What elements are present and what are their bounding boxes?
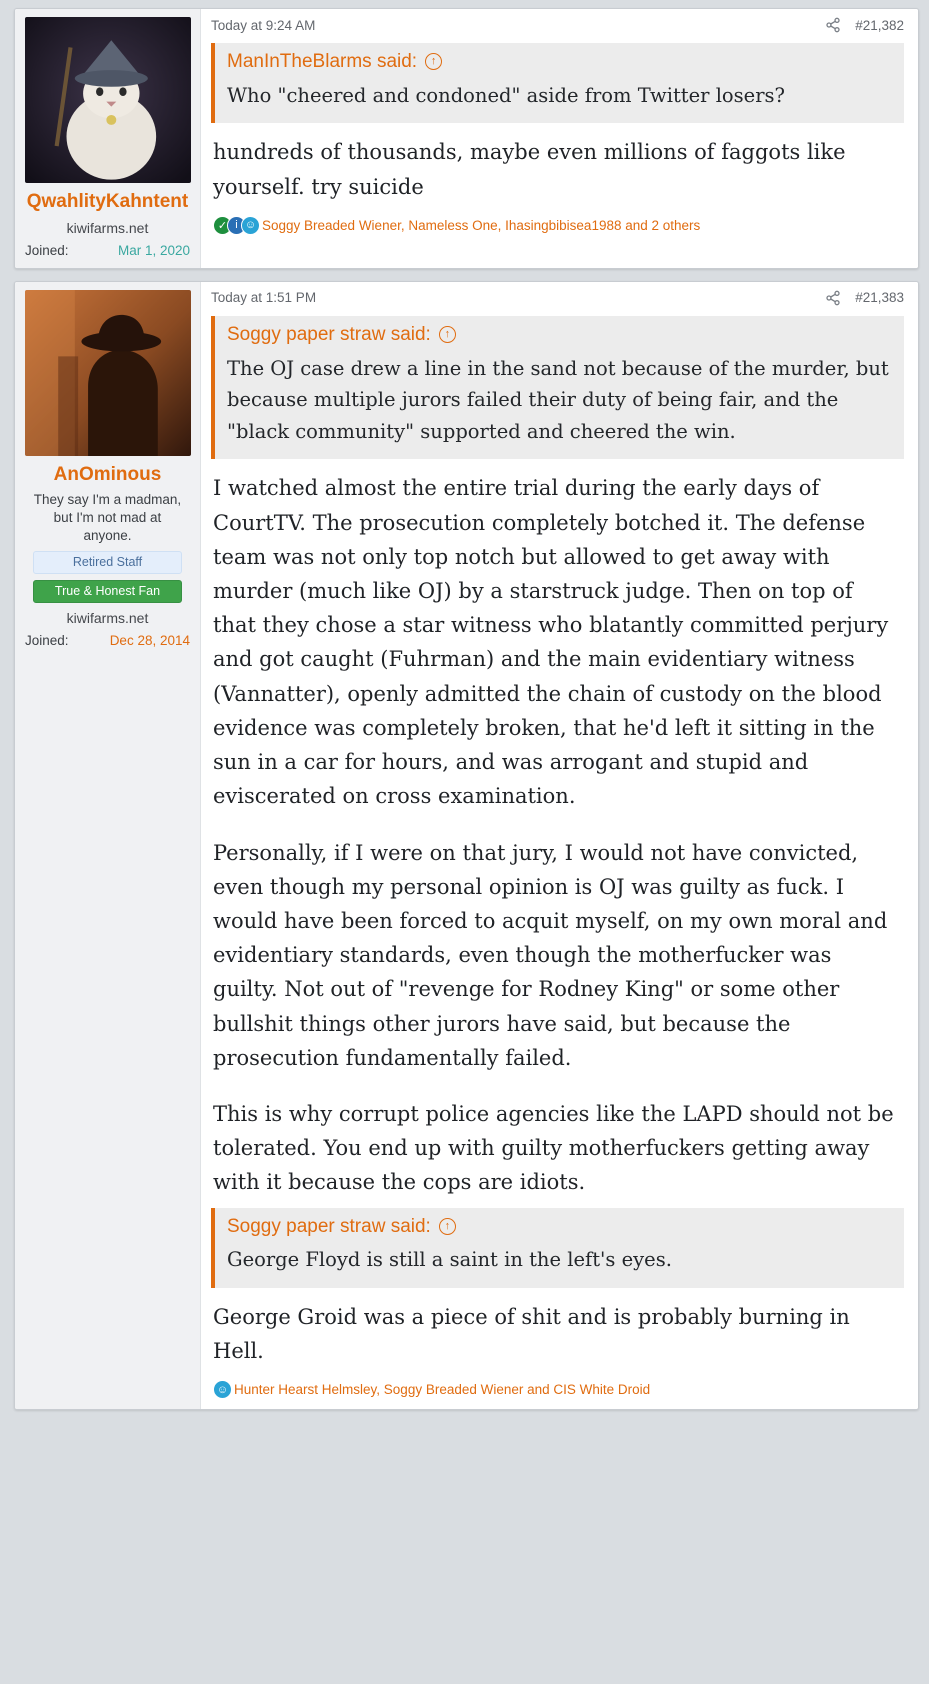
post — [14, 281, 919, 1411]
blockquote — [211, 43, 904, 123]
post-header-actions — [825, 290, 904, 306]
joined-label: Joined: — [25, 633, 69, 649]
author-site: kiwifarms.net — [66, 610, 149, 627]
joined-date: Dec 28, 2014 — [109, 633, 190, 649]
post-author-column — [15, 9, 201, 268]
quote-attribution — [215, 1208, 904, 1241]
blockquote — [211, 1208, 904, 1288]
reaction-names[interactable]: Hunter Hearst Helmsley, Soggy Breaded Wiener and CIS White Droid — [234, 1382, 651, 1398]
post-body — [211, 127, 904, 205]
quote-text: George Floyd is still a saint in the left's eyes. — [227, 1248, 672, 1272]
jump-to-quote-icon[interactable]: ↑ — [439, 326, 456, 343]
post-paragraph: This is why corrupt police agencies like the LAPD should not be tolerated. You end up with guilty motherfuckers getting away with it because the cops are idiots. — [213, 1102, 894, 1195]
post-header-actions — [825, 17, 904, 33]
share-icon[interactable] — [825, 17, 841, 33]
post-message-column — [201, 9, 918, 268]
post-reactions — [211, 1370, 904, 1401]
joined-row — [23, 633, 192, 648]
post-paragraph: George Groid was a piece of shit and is probably burning in Hell. — [213, 1305, 850, 1364]
author-banner-true-honest-fan: True & Honest Fan — [33, 580, 182, 603]
post-number[interactable]: #21,382 — [855, 17, 904, 33]
laugh-reaction-icon: ☺ — [213, 1380, 232, 1399]
post-number[interactable]: #21,383 — [855, 290, 904, 306]
blockquote — [211, 316, 904, 459]
informative-reaction-icon: i — [227, 216, 246, 235]
avatar[interactable] — [25, 17, 191, 183]
reaction-icons — [213, 216, 255, 235]
quote-author-label[interactable]: ManInTheBlarms said: — [227, 51, 418, 72]
quote-text: Who "cheered and condoned" aside from Twitter losers? — [227, 83, 786, 107]
author-username[interactable]: AnOminous — [53, 463, 162, 485]
post-paragraph: hundreds of thousands, maybe even millions of faggots like yourself. try suicide — [213, 140, 846, 199]
joined-label: Joined: — [25, 242, 69, 258]
author-banner-retired-staff: Retired Staff — [33, 551, 182, 574]
author-username[interactable]: QwahlityKahntent — [26, 191, 189, 212]
quote-author-label[interactable]: Soggy paper straw said: — [227, 323, 431, 345]
quote-text: The OJ case drew a line in the sand not because of the murder, but because multiple jurors failed their duty of being fair, and the "black community" supported and cheered the win. — [227, 356, 889, 443]
post-author-column — [15, 282, 201, 1410]
like-reaction-icon: ✓ — [213, 216, 232, 235]
post-body — [211, 463, 904, 1201]
quote-attribution — [215, 43, 904, 76]
post-header — [211, 17, 904, 37]
post-paragraph: I watched almost the entire trial during the early days of CourtTV. The prosecution completely botched it. The defense team was not only top notch but allowed to get away with murder (much like OJ) by a starstruck judge. Then on top of that they chose a star witness who blatantly committed perjury and got caught (Fuhrman) and the main evidentiary witness (Vannatter), openly admitted the chain of custody on the blood evidence was completely broken, that he'd left it sitting in the sun in a car for hours, and was arrogant and stupid and eviscerated on cross examination. — [213, 476, 889, 809]
post-timestamp[interactable]: Today at 9:24 AM — [211, 17, 316, 33]
post-message-column — [201, 282, 918, 1410]
jump-to-quote-icon[interactable]: ↑ — [439, 1218, 456, 1235]
jump-to-quote-icon[interactable]: ↑ — [425, 53, 442, 70]
laugh-reaction-icon: ☺ — [241, 216, 260, 235]
post-paragraph: Personally, if I were on that jury, I would not have convicted, even though my personal opinion is OJ was guilty as fuck. I would have been forced to acquit myself, on my own moral and evidentiary standards, even though the motherfucker was guilty. Not out of "revenge for Rodney King" or some other bullshit things other jurors have said, but because the prosecution fundamentally failed. — [213, 840, 888, 1070]
cat-in-wizard-hat-avatar — [25, 17, 191, 183]
post-timestamp[interactable]: Today at 1:51 PM — [211, 290, 317, 306]
reaction-icons — [213, 1380, 227, 1399]
author-title: They say I'm a madman, but I'm not mad at anyone. — [33, 491, 182, 544]
author-site: kiwifarms.net — [66, 219, 149, 236]
quote-author-label[interactable]: Soggy paper straw said: — [227, 1215, 431, 1237]
post-header — [211, 290, 904, 310]
post-body-continued — [211, 1292, 904, 1370]
man-in-hat-silhouette-avatar — [25, 290, 191, 456]
share-icon[interactable] — [825, 290, 841, 306]
quote-attribution — [215, 316, 904, 349]
avatar[interactable] — [25, 290, 191, 456]
joined-date: Mar 1, 2020 — [117, 242, 190, 258]
reaction-names[interactable]: Soggy Breaded Wiener, Nameless One, Ihasingbibisea1988 and 2 others — [262, 217, 701, 233]
post — [14, 8, 919, 269]
joined-row — [23, 243, 192, 258]
post-reactions — [211, 206, 904, 237]
page-scrollbar[interactable] — [923, 0, 929, 1684]
